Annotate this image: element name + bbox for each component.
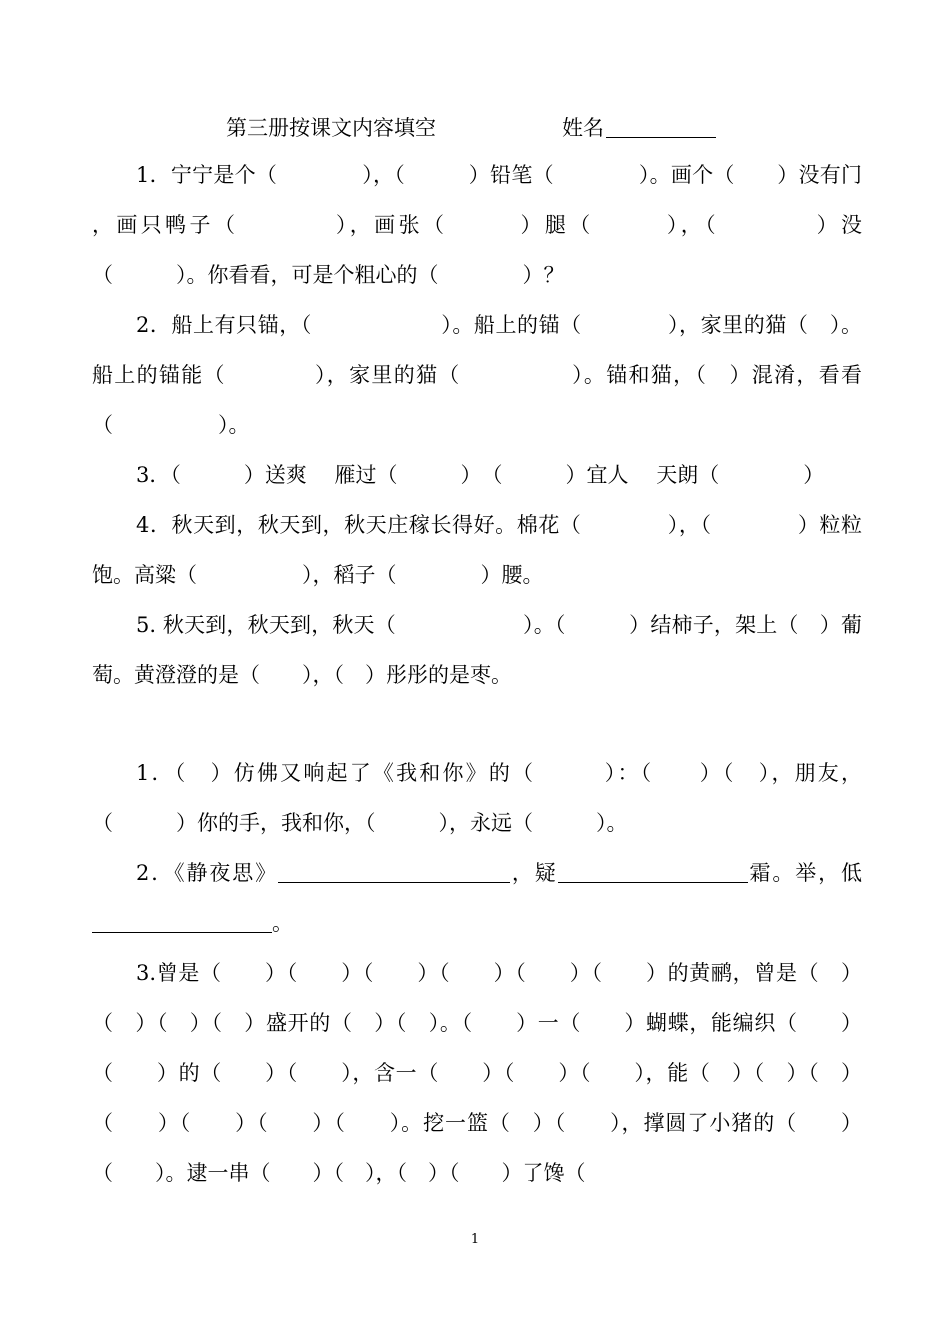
q2-part-b: ，疑 xyxy=(510,861,558,885)
question-1-3: 3．（ ）送爽 雁过（ ） （ ）宜人 天朗（ ） xyxy=(136,463,825,487)
name-label: 姓名 xyxy=(562,116,604,140)
name-blank-line[interactable] xyxy=(606,137,716,138)
q2-part-a: 2．《静夜思》 xyxy=(136,861,278,885)
blank-line-2[interactable] xyxy=(558,860,748,883)
header xyxy=(226,112,746,142)
blank-line-3[interactable] xyxy=(92,910,272,933)
question-1-5: 5. 秋天到，秋天到，秋天（ ）。（ ）结柿子，架上（ ）葡萄。黄澄澄的是（ ），（ ）彤彤的是枣。 xyxy=(92,613,862,687)
question-1-1: 1．宁宁是个（ ），（ ）铅笔（ ）。画个（ ）没有门 ，画只鸭子（ ），画张（ ）腿（ ），（ ）没（ ）。你看看，可是个粗心的（ ）？ xyxy=(92,163,862,287)
page-title: 第三册按课文内容填空 xyxy=(226,116,436,140)
question-2-1: 1．（ ）仿佛又响起了《我和你》的（ ）：（ ）（ ），朋友，（ ）你的手，我和你，（ ），永远（ ）。 xyxy=(92,761,862,835)
section-1 xyxy=(92,150,862,700)
question-1-2: 2．船上有只锚，（ ）。船上的锚（ ），家里的猫（ ）。船上的锚能（ ），家里的猫（ ）。锚和猫，（ ）混淆，看看（ ）。 xyxy=(92,313,862,437)
page-number: 1 xyxy=(470,1232,480,1247)
q2-part-d: 。 xyxy=(272,911,293,935)
section-2 xyxy=(92,748,862,1198)
question-2-3: 3.曾是（ ）（ ）（ ）（ ）（ ）（ ）的黄鹂，曾是（ ）（ ）（ ）（ ）盛开的（ ）（ ）。（ ）一（ ）蝴蝶，能编织（ ）（ ）的（ ）（ ），含一（ ）（ ）（ ），能（ ）（ ）（ ）（ ）（ ）（ ）（ ）。挖一篮（ ）（ ），撑圆了小猪的（ ）（ ）。逮一串（ ）（ ），（ ）（ ）了馋（ xyxy=(92,961,862,1185)
question-1-4: 4．秋天到，秋天到，秋天庄稼长得好。棉花（ ），（ ）粒粒饱。高粱（ ），稻子（ ）腰。 xyxy=(92,513,862,587)
question-2-2 xyxy=(92,848,862,948)
blank-line-1[interactable] xyxy=(278,860,510,883)
q2-part-c: 霜。举，低 xyxy=(747,861,862,885)
